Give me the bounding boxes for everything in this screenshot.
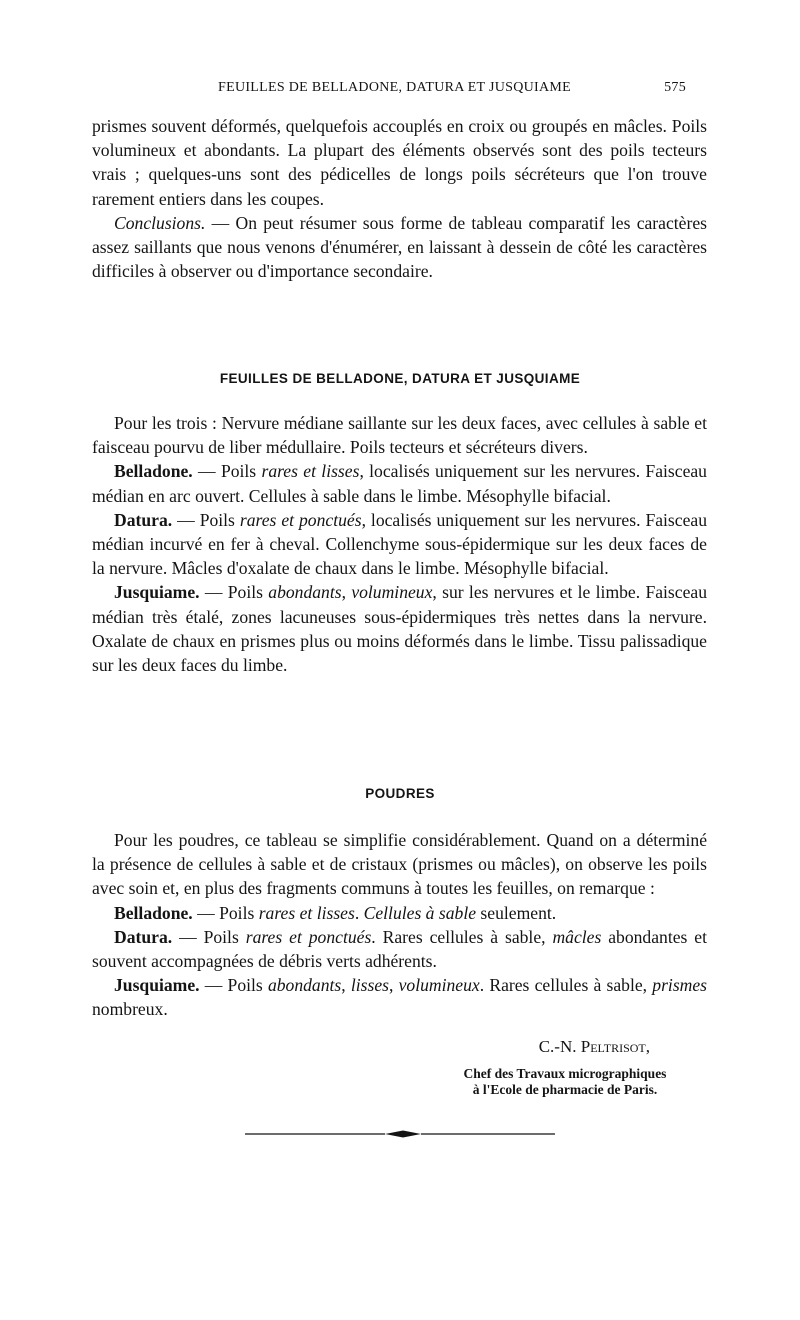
page-number: 575	[664, 80, 686, 95]
conclusions-text: — On peut résumer sous forme de tableau comparatif les caractères assez saillants que nous venons d'énumérer, en laissant à dessein de côté les caractères difficiles à observer ou d'importance secondaire.	[92, 212, 707, 282]
text-run: — Poils	[199, 582, 269, 603]
all-three-paragraph: Pour les trois : Nervure médiane saillante sur les deux faces, avec cellules à sable et faisceau pourvu de liber médullaire. Poils tecteurs et sécréteurs divers.	[92, 413, 707, 458]
conclusions-paragraph	[92, 211, 707, 284]
italic-run: lisses	[350, 975, 390, 996]
author-name	[380, 1037, 710, 1057]
datura-name: Datura.	[114, 509, 173, 530]
section-heading-leaves: FEUILLES DE BELLADONE, DATURA ET JUSQUIAME	[219, 371, 581, 386]
italic-run: mâcles	[552, 926, 602, 947]
belladone-leaf-paragraph	[92, 459, 707, 507]
jusquiame-powder-paragraph	[92, 973, 707, 1021]
text-run: nombreux.	[92, 999, 168, 1020]
text-run: — Poils	[172, 509, 240, 530]
jusquiame-name: Jusquiame.	[114, 975, 200, 996]
affiliation-line-2: à l'Ecole de pharmacie de Paris.	[472, 1082, 658, 1097]
datura-powder-paragraph	[92, 925, 707, 973]
text-run: — Poils	[172, 926, 246, 947]
datura-leaf-paragraph	[92, 508, 707, 581]
belladone-name: Belladone.	[114, 902, 193, 923]
section-heading-powders: POUDRES	[365, 786, 435, 801]
italic-run: rares et lisses	[258, 902, 355, 923]
running-head-title: FEUILLES DE BELLADONE, DATURA ET JUSQUIAME	[218, 80, 571, 95]
affiliation-line-1: Chef des Travaux micrographiques	[463, 1066, 667, 1081]
conclusions-label: Conclusions.	[114, 212, 206, 233]
text-run: ,	[341, 975, 351, 996]
text-run: ,	[389, 975, 399, 996]
italic-run: rares et ponctués	[245, 926, 372, 947]
author-surname: Peltrisot,	[580, 1037, 650, 1056]
powders-intro-paragraph: Pour les poudres, ce tableau se simplifie considérablement. Quand on a déterminé la présence de cellules à sable et de cristaux (prismes ou mâcles), on observe les poils avec soin et, en plus des fragments communs à toutes les feuilles, on remarque :	[92, 830, 707, 899]
text-run: .	[354, 902, 364, 923]
italic-run: abondants	[267, 975, 342, 996]
text-run: . Rares cellules à sable,	[479, 975, 653, 996]
italic-run: volumineux	[398, 975, 480, 996]
text-run: seulement.	[476, 902, 557, 923]
text-run: , localisés uniquement sur les nervures. Faisceau médian incurvé en fer à cheval. Collenchyme sous-épidermique sur les deux faces de la nervure. Mâcles d'oxalate de chaux dans le limbe. Mésophylle bifacial.	[92, 509, 708, 579]
belladone-name: Belladone.	[114, 461, 193, 482]
datura-name: Datura.	[114, 926, 173, 947]
end-ornament	[245, 1126, 555, 1142]
text-run: , sur les nervures et le limbe. Faisceau médian très étalé, zones lacuneuses sous-épidermiques très nettes dans la nervure. Oxalate de chaux en prismes plus ou moins déformés dans le limbe. Tissu palissadique sur les deux faces du limbe.	[92, 582, 707, 676]
signature-block	[380, 1037, 710, 1057]
powders-block	[92, 828, 707, 1022]
italic-run: volumineux	[351, 582, 433, 603]
text-run: . Rares cellules à sable,	[371, 926, 553, 947]
text-run: — Poils	[199, 975, 268, 996]
italic-run: rares et ponctués	[239, 509, 362, 530]
text-run: ,	[341, 582, 352, 603]
jusquiame-leaf-paragraph	[92, 580, 707, 677]
text-run: — Poils	[192, 902, 259, 923]
italic-run: Cellules à sable	[363, 902, 477, 923]
author-affiliation	[420, 1066, 710, 1098]
text-run: abondantes et souvent accompagnées de débris verts adhérents.	[92, 926, 707, 972]
italic-run: abondants	[268, 582, 342, 603]
author-initials: C.-N.	[538, 1037, 581, 1056]
text-run: — Poils	[192, 461, 262, 482]
text-run: , localisés uniquement sur les nervures. Faisceau médian en arc ouvert. Cellules à sable dans le limbe. Mésophylle bifacial.	[92, 461, 707, 506]
jusquiame-name: Jusquiame.	[114, 582, 200, 603]
italic-run: prismes	[652, 975, 708, 996]
belladone-powder-paragraph	[92, 901, 707, 925]
ornament-diamond	[385, 1131, 421, 1138]
intro-block	[92, 114, 707, 283]
italic-run: rares et lisses	[261, 461, 360, 482]
intro-paragraph: prismes souvent déformés, quelquefois accouplés en croix ou groupés en mâcles. Poils volumineux et abondants. La plupart des éléments observés sont des poils tecteurs vrais ; quelques-uns sont des pédicelles de longs poils sécréteurs que l'on trouve rarement entiers dans les coupes.	[92, 116, 707, 209]
leaves-block	[92, 411, 707, 677]
